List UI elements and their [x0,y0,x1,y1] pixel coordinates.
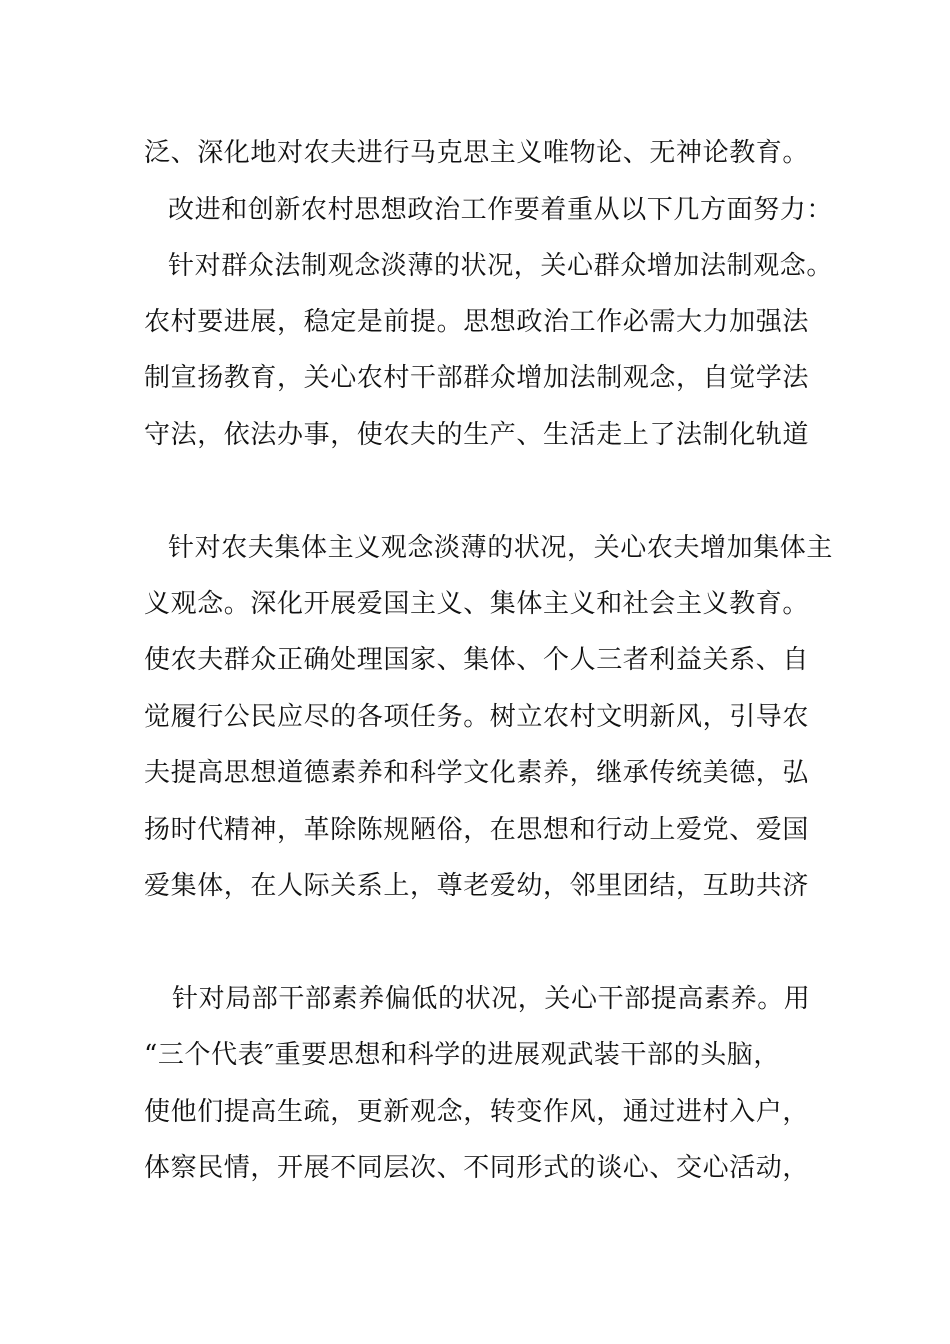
text-line-5: 制宣扬教育，关心农村干部群众增加法制观念，自觉学法 [144,363,810,393]
text-line-4: 农村要进展，稳定是前提。思想政治工作必需大力加强法 [144,307,810,337]
text-line-11: 夫提高思想道德素养和科学文化素养，继承传统美德，弘 [144,758,810,788]
text-line-16: 使他们提高生疏，更新观念，转变作风，通过进村入户， [144,1097,810,1127]
text-line-3: 针对群众法制观念淡薄的状况，关心群众增加法制观念。 [168,251,834,281]
text-line-15: “三个代表″重要思想和科学的进展观武装干部的头脑， [144,1040,781,1070]
text-line-12: 扬时代精神，革除陈规陋俗，在思想和行动上爱党、爱国 [144,815,810,845]
text-line-2: 改进和创新农村思想政治工作要着重从以下几方面努力： [168,195,834,225]
text-line-8: 义观念。深化开展爱国主义、集体主义和社会主义教育。 [144,589,810,619]
text-line-7: 针对农夫集体主义观念淡薄的状况，关心农夫增加集体主 [168,533,834,563]
text-line-10: 觉履行公民应尽的各项任务。树立农村文明新风，引导农 [144,702,810,732]
text-line-13: 爱集体，在人际关系上，尊老爱幼，邻里团结，互助共济 [144,871,810,901]
text-line-1: 泛、深化地对农夫进行马克思主义唯物论、无神论教育。 [144,138,810,168]
text-line-17: 体察民情，开展不同层次、不同形式的谈心、交心活动， [144,1153,810,1183]
text-line-9: 使农夫群众正确处理国家、集体、个人三者利益关系、自 [144,645,810,675]
text-line-14: 针对局部干部素养偏低的状况，关心干部提高素养。用 [172,984,811,1014]
text-line-6: 守法，依法办事，使农夫的生产、生活走上了法制化轨道 [144,420,810,450]
